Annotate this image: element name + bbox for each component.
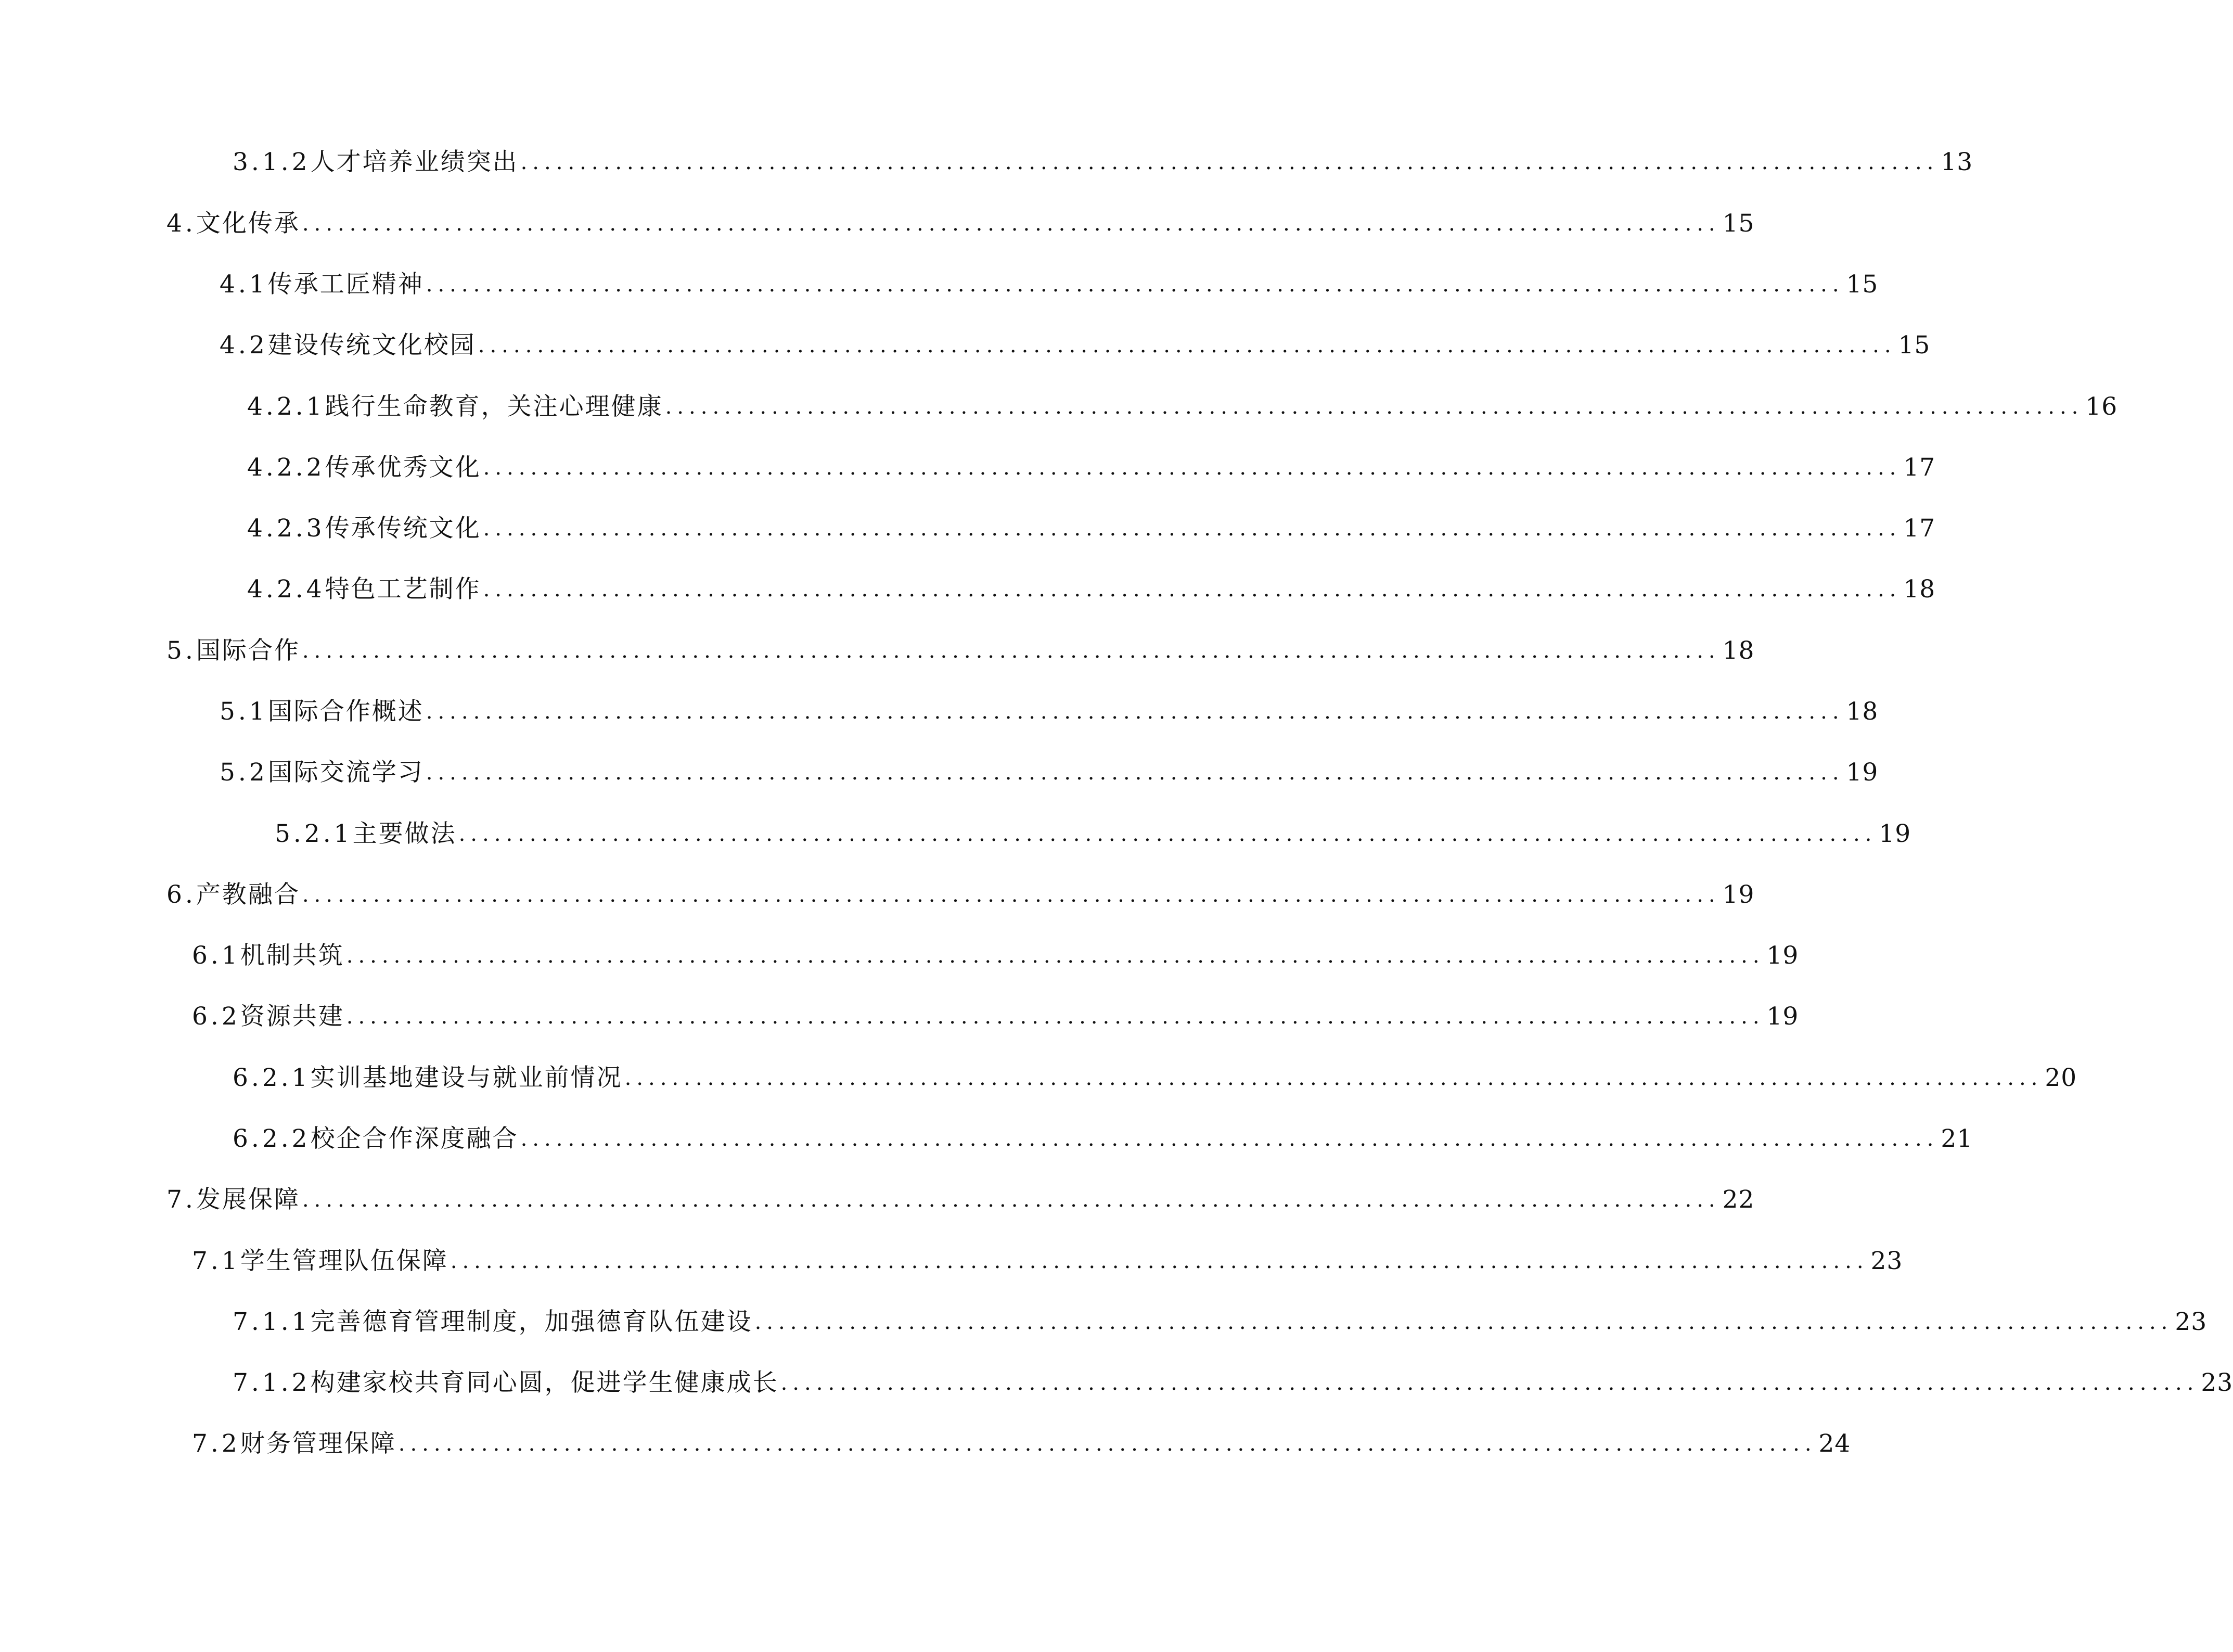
toc-entry-title: 财务管理保障	[240, 1429, 396, 1458]
toc-entry-title: 学生管理队伍保障	[240, 1247, 448, 1275]
toc-entry-title: 践行生命教育，关注心理健康	[325, 392, 663, 421]
toc-entry-title: 特色工艺制作	[325, 575, 481, 604]
toc-entry-leader: ........................................................................................................................	[520, 1127, 1939, 1151]
toc-entry-number: 4.	[166, 209, 196, 238]
toc-entry[interactable]	[233, 1362, 2233, 1404]
toc-entry-title: 发展保障	[196, 1185, 300, 1214]
toc-entry[interactable]	[192, 935, 1799, 977]
toc-entry-leader: ........................................................................................................................	[426, 273, 1844, 297]
toc-entry-title: 实训基地建设与就业前情况	[310, 1064, 623, 1092]
toc-entry-number: 4.2.1	[247, 392, 325, 421]
toc-entry[interactable]	[192, 996, 1799, 1038]
toc-entry-leader: ........................................................................................................................	[483, 578, 1902, 601]
toc-entry[interactable]	[247, 447, 1936, 489]
toc-entry-title: 产教融合	[196, 880, 300, 909]
toc-entry-page: 19	[1879, 819, 1911, 848]
toc-entry-leader: ........................................................................................................................	[426, 761, 1844, 785]
toc-entry[interactable]	[233, 1301, 2208, 1343]
toc-entry-number: 6.2	[192, 1002, 240, 1031]
toc-entry-title: 资源共建	[240, 1002, 344, 1031]
toc-entry-number: 4.2.3	[247, 514, 325, 543]
toc-entry-leader: ........................................................................................................................	[302, 1188, 1721, 1212]
toc-entry-number: 7.1.2	[233, 1368, 311, 1397]
toc-entry[interactable]	[247, 386, 2118, 428]
toc-entry[interactable]	[275, 813, 1911, 855]
toc-entry-number: 7.1.1	[233, 1308, 311, 1336]
toc-entry-number: 5.2.1	[275, 819, 353, 848]
toc-entry-title: 传承优秀文化	[325, 453, 481, 482]
toc-entry-page: 18	[1722, 636, 1755, 665]
toc-entry-leader: ........................................................................................................................	[302, 639, 1721, 663]
toc-entry[interactable]	[220, 691, 1879, 733]
toc-entry-title: 完善德育管理制度，加强德育队伍建设	[310, 1308, 753, 1336]
toc-entry[interactable]	[247, 508, 1936, 549]
toc-entry-page: 16	[2085, 392, 2118, 421]
toc-entry-number: 6.2.2	[233, 1124, 311, 1153]
toc-entry-page: 20	[2045, 1064, 2077, 1092]
toc-entry-leader: ........................................................................................................................	[754, 1310, 2173, 1334]
toc-entry-page: 19	[1766, 1002, 1799, 1031]
toc-entry[interactable]	[233, 1057, 2077, 1099]
toc-entry-number: 6.	[166, 880, 196, 909]
toc-entry-title: 传承工匠精神	[267, 270, 424, 299]
toc-entry-leader: ........................................................................................................................	[483, 456, 1902, 480]
toc-entry-number: 5.1	[220, 697, 268, 726]
toc-entry-number: 4.1	[220, 270, 268, 299]
toc-entry-number: 7.	[166, 1185, 196, 1214]
toc-entry-leader: ........................................................................................................................	[302, 883, 1721, 907]
toc-entry-leader: ........................................................................................................................	[624, 1066, 2043, 1090]
toc-entry[interactable]	[192, 1240, 1903, 1282]
toc-entry-title: 机制共筑	[240, 941, 344, 970]
toc-entry[interactable]	[192, 1423, 1851, 1465]
toc-entry-page: 23	[2175, 1308, 2208, 1336]
toc-entry[interactable]	[220, 325, 1931, 366]
toc-entry-title: 主要做法	[352, 819, 457, 848]
toc-entry-leader: ........................................................................................................................	[346, 1005, 1765, 1029]
toc-entry[interactable]	[233, 142, 1973, 183]
toc-entry-page: 13	[1941, 148, 1973, 176]
toc-entry-page: 18	[1846, 697, 1879, 726]
toc-entry-page: 23	[1870, 1247, 1903, 1275]
toc-entry-number: 3.1.2	[233, 148, 311, 176]
toc-entry-title: 传承传统文化	[325, 514, 481, 543]
toc-entry-leader: ........................................................................................................................	[780, 1371, 2199, 1395]
toc-entry-title: 建设传统文化校园	[267, 331, 476, 360]
toc-entry-number: 4.2.2	[247, 453, 325, 482]
toc-entry[interactable]	[166, 874, 1755, 916]
toc-entry-page: 18	[1903, 575, 1936, 604]
toc-entry-page: 15	[1722, 209, 1755, 238]
toc-entry-page: 22	[1722, 1185, 1755, 1214]
toc-entry-number: 7.2	[192, 1429, 240, 1458]
toc-entry[interactable]	[166, 630, 1755, 672]
toc-entry-leader: ........................................................................................................................	[483, 517, 1902, 541]
toc-entry-page: 15	[1898, 331, 1931, 360]
toc-entry-title: 文化传承	[196, 209, 300, 238]
toc-entry-title: 国际合作概述	[267, 697, 424, 726]
toc-entry-page: 15	[1846, 270, 1879, 299]
toc-entry[interactable]	[220, 752, 1879, 793]
toc-entry-leader: ........................................................................................................................	[478, 334, 1896, 357]
toc-entry-leader: ........................................................................................................................	[520, 150, 1939, 174]
toc-entry-title: 构建家校共育同心圆，促进学生健康成长	[310, 1368, 779, 1397]
toc-entry-page: 17	[1903, 514, 1936, 543]
toc-entry-title: 国际交流学习	[267, 758, 424, 787]
toc-entry-leader: ........................................................................................................................	[458, 822, 1877, 846]
toc-entry-title: 人才培养业绩突出	[310, 148, 519, 176]
toc-entry-number: 5.2	[220, 758, 268, 787]
toc-entry-number: 6.2.1	[233, 1064, 311, 1092]
toc-entry[interactable]	[166, 1179, 1755, 1221]
toc-entry-page: 21	[1941, 1124, 1973, 1153]
toc-entry-page: 19	[1846, 758, 1879, 787]
toc-entry-page: 23	[2201, 1368, 2233, 1397]
toc-entry-leader: ........................................................................................................................	[665, 395, 2084, 419]
toc-entry-number: 7.1	[192, 1247, 240, 1275]
toc-entry-number: 4.2.4	[247, 575, 325, 604]
toc-entry-number: 6.1	[192, 941, 240, 970]
toc-entry-title: 校企合作深度融合	[310, 1124, 519, 1153]
toc-entry-leader: ........................................................................................................................	[302, 212, 1721, 236]
toc-entry-page: 24	[1818, 1429, 1851, 1458]
toc-entry-leader: ........................................................................................................................	[450, 1249, 1869, 1273]
toc-entry-page: 19	[1766, 941, 1799, 970]
toc-entry[interactable]	[220, 264, 1879, 305]
toc-entry-page: 17	[1903, 453, 1936, 482]
toc-entry[interactable]	[247, 569, 1936, 610]
toc-entry[interactable]	[166, 203, 1755, 245]
toc-entry-title: 国际合作	[196, 636, 300, 665]
toc-entry-leader: ........................................................................................................................	[346, 944, 1765, 968]
toc-entry[interactable]	[233, 1118, 1973, 1160]
toc-entry-page: 19	[1722, 880, 1755, 909]
toc-entry-leader: ........................................................................................................................	[398, 1432, 1817, 1456]
toc-entry-leader: ........................................................................................................................	[426, 700, 1844, 724]
toc-entry-number: 4.2	[220, 331, 268, 360]
toc-entry-number: 5.	[166, 636, 196, 665]
